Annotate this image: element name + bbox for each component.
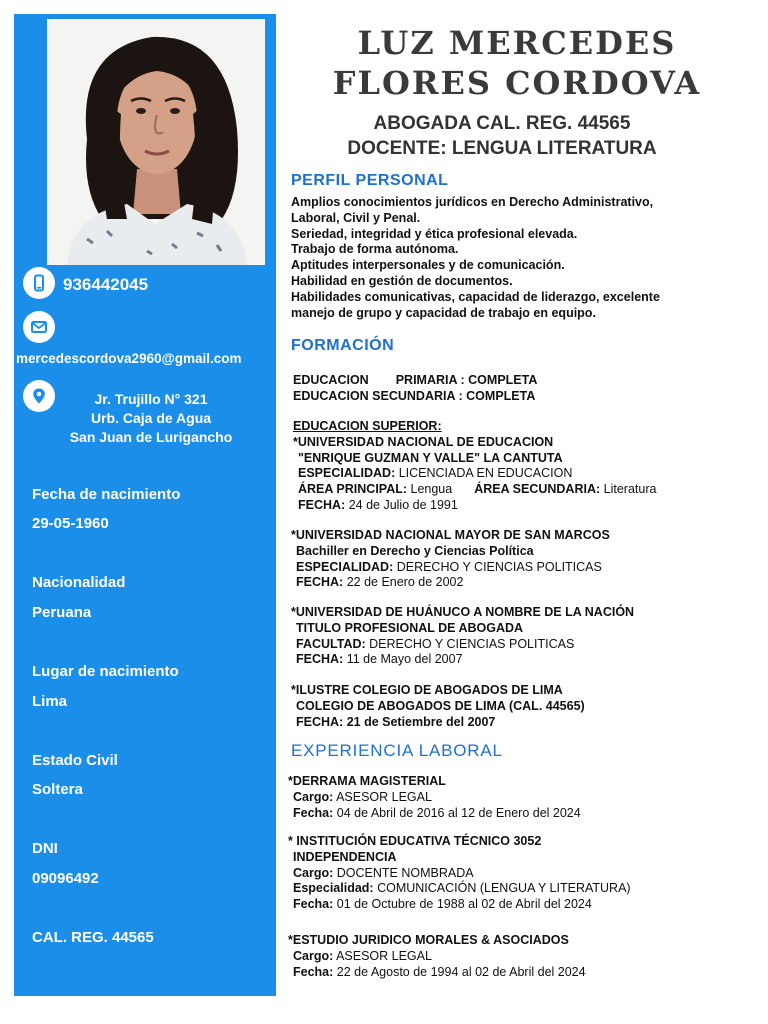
field-label: Estado Civil bbox=[32, 752, 118, 769]
perfil-line: Amplios conocimientos jurídicos en Derecho Administrativo, bbox=[291, 195, 654, 209]
field-label: CAL. REG. 44565 bbox=[32, 929, 154, 946]
field-label: FACULTAD: bbox=[296, 636, 366, 651]
education-cal bbox=[291, 683, 751, 730]
job-organization: INDEPENDENCIA bbox=[293, 849, 397, 864]
field-value: DOCENTE NOMBRADA bbox=[333, 865, 474, 880]
field-value: Lima bbox=[32, 693, 68, 710]
field-label: FECHA: bbox=[298, 497, 346, 512]
field-label: Fecha: bbox=[293, 805, 334, 820]
section-title-experiencia: EXPERIENCIA LABORAL bbox=[291, 741, 503, 760]
address-line: Jr. Trujillo N° 321 bbox=[94, 391, 208, 407]
phone-icon bbox=[23, 267, 55, 299]
field-label: ÁREA SECUNDARIA: bbox=[474, 482, 601, 497]
basic-education bbox=[293, 373, 753, 405]
field-value: 04 de Abril de 2016 al 12 de Enero del 2024 bbox=[333, 805, 581, 820]
address-line: San Juan de Lurigancho bbox=[69, 429, 233, 445]
field-value: ASESOR LEGAL bbox=[333, 789, 432, 804]
field-value: 24 de Julio de 1991 bbox=[345, 497, 458, 512]
field-value: 09096492 bbox=[32, 870, 99, 887]
field-value: COMUNICACIÓN (LENGUA Y LITERATURA) bbox=[373, 881, 631, 896]
degree-name: TITULO PROFESIONAL DE ABOGADA bbox=[296, 620, 524, 635]
education-huanuco bbox=[291, 605, 751, 668]
field-label: ESPECIALIDAD: bbox=[296, 559, 394, 574]
education-status: PRIMARIA : COMPLETA bbox=[395, 373, 538, 387]
field-value: Peruana bbox=[32, 604, 92, 621]
field-value: LICENCIADA EN EDUCACION bbox=[395, 466, 573, 481]
profile-photo bbox=[47, 19, 265, 265]
institution-name: *UNIVERSIDAD DE HUÁNUCO A NOMBRE DE LA NACIÓN bbox=[291, 605, 635, 619]
superior-education bbox=[293, 419, 753, 514]
mail-icon bbox=[23, 311, 55, 343]
field-value: DERECHO Y CIENCIAS POLITICAS bbox=[393, 559, 602, 574]
institution-name: *ILUSTRE COLEGIO DE ABOGADOS DE LIMA bbox=[291, 683, 563, 697]
degree-name: COLEGIO DE ABOGADOS DE LIMA (CAL. 44565) bbox=[296, 698, 585, 713]
role-line: DOCENTE: LENGUA LITERATURA bbox=[347, 138, 657, 159]
education-row bbox=[293, 373, 753, 389]
institution-name: "ENRIQUE GUZMAN Y VALLE" LA CANTUTA bbox=[298, 450, 563, 465]
field-label: Cargo: bbox=[293, 865, 334, 880]
name-line: FLORES CORDOVA bbox=[332, 64, 702, 102]
name-line: LUZ MERCEDES bbox=[357, 24, 677, 62]
section-title-formacion: FORMACIÓN bbox=[291, 337, 395, 354]
perfil-line: Laboral, Civil y Penal. bbox=[291, 210, 421, 225]
field-value: Literatura bbox=[600, 482, 657, 497]
field-label: ÁREA PRINCIPAL: bbox=[298, 482, 408, 497]
role-line: ABOGADA CAL. REG. 44565 bbox=[373, 113, 631, 134]
job-entry bbox=[288, 834, 748, 913]
address bbox=[36, 390, 266, 447]
field-value: 11 de Mayo del 2007 bbox=[343, 652, 463, 667]
field-value: Lengua bbox=[407, 482, 453, 497]
address-line: Urb. Caja de Agua bbox=[90, 410, 212, 426]
field-label: Lugar de nacimiento bbox=[32, 663, 179, 680]
field-label: Nacionalidad bbox=[32, 574, 126, 591]
field-label: FECHA: bbox=[296, 714, 344, 729]
field-value: DERECHO Y CIENCIAS POLITICAS bbox=[365, 636, 575, 651]
field-label: Cargo: bbox=[293, 948, 334, 963]
field-value: 22 de Agosto de 1994 al 02 de Abril del 2024 bbox=[333, 964, 586, 979]
institution-name: *UNIVERSIDAD NACIONAL DE EDUCACION bbox=[293, 434, 554, 449]
phone-number[interactable]: 936442045 bbox=[63, 275, 149, 294]
field-label: Fecha: bbox=[293, 964, 334, 979]
institution-name: *UNIVERSIDAD NACIONAL MAYOR DE SAN MARCOS bbox=[291, 528, 610, 542]
email-address[interactable]: mercedescordova2960@gmail.com bbox=[16, 351, 242, 366]
field-label: ESPECIALIDAD: bbox=[298, 466, 396, 481]
job-organization: *ESTUDIO JURIDICO MORALES & ASOCIADOS bbox=[288, 933, 569, 947]
field-label: Cargo: bbox=[293, 789, 334, 804]
field-value: 22 de Enero de 2002 bbox=[343, 575, 464, 590]
education-row: EDUCACION SECUNDARIA : COMPLETA bbox=[293, 388, 536, 403]
job-entry bbox=[288, 933, 748, 980]
sidebar bbox=[14, 14, 276, 996]
job-organization: *DERRAMA MAGISTERIAL bbox=[288, 774, 446, 788]
perfil-line: manejo de grupo y capacidad de trabajo en equipo. bbox=[291, 305, 596, 320]
perfil-line: Trabajo de forma autónoma. bbox=[291, 242, 459, 257]
field-value: 01 de Octubre de 1988 al 02 de Abril del 2024 bbox=[333, 897, 592, 912]
superior-title: EDUCACION SUPERIOR: bbox=[293, 419, 442, 433]
perfil-line: Seriedad, integridad y ética profesional elevada. bbox=[291, 226, 578, 241]
perfil-line: Habilidad en gestión de documentos. bbox=[291, 273, 513, 288]
field-value: ASESOR LEGAL bbox=[333, 948, 432, 963]
perfil-line: Aptitudes interpersonales y de comunicación. bbox=[291, 258, 565, 273]
field-label: FECHA: bbox=[296, 652, 344, 667]
job-organization: * INSTITUCIÓN EDUCATIVA TÉCNICO 3052 bbox=[288, 834, 542, 848]
degree-name: Bachiller en Derecho y Ciencias Política bbox=[296, 543, 534, 558]
perfil-list bbox=[291, 195, 751, 321]
field-label: Especialidad: bbox=[293, 881, 374, 896]
field-value: 29-05-1960 bbox=[32, 515, 109, 532]
field-label: Fecha de nacimiento bbox=[32, 486, 181, 503]
section-title-perfil: PERFIL PERSONAL bbox=[291, 172, 449, 189]
field-label: Fecha: bbox=[293, 897, 334, 912]
field-value: Soltera bbox=[32, 781, 83, 798]
field-label: DNI bbox=[32, 840, 58, 857]
job-entry bbox=[288, 774, 748, 821]
field-value: 21 de Setiembre del 2007 bbox=[343, 714, 496, 729]
education-unmsm bbox=[291, 528, 751, 591]
profile-photo-image bbox=[47, 19, 265, 265]
perfil-line: Habilidades comunicativas, capacidad de liderazgo, excelente bbox=[291, 289, 660, 304]
education-level: EDUCACION bbox=[293, 373, 369, 387]
field-label: FECHA: bbox=[296, 575, 344, 590]
